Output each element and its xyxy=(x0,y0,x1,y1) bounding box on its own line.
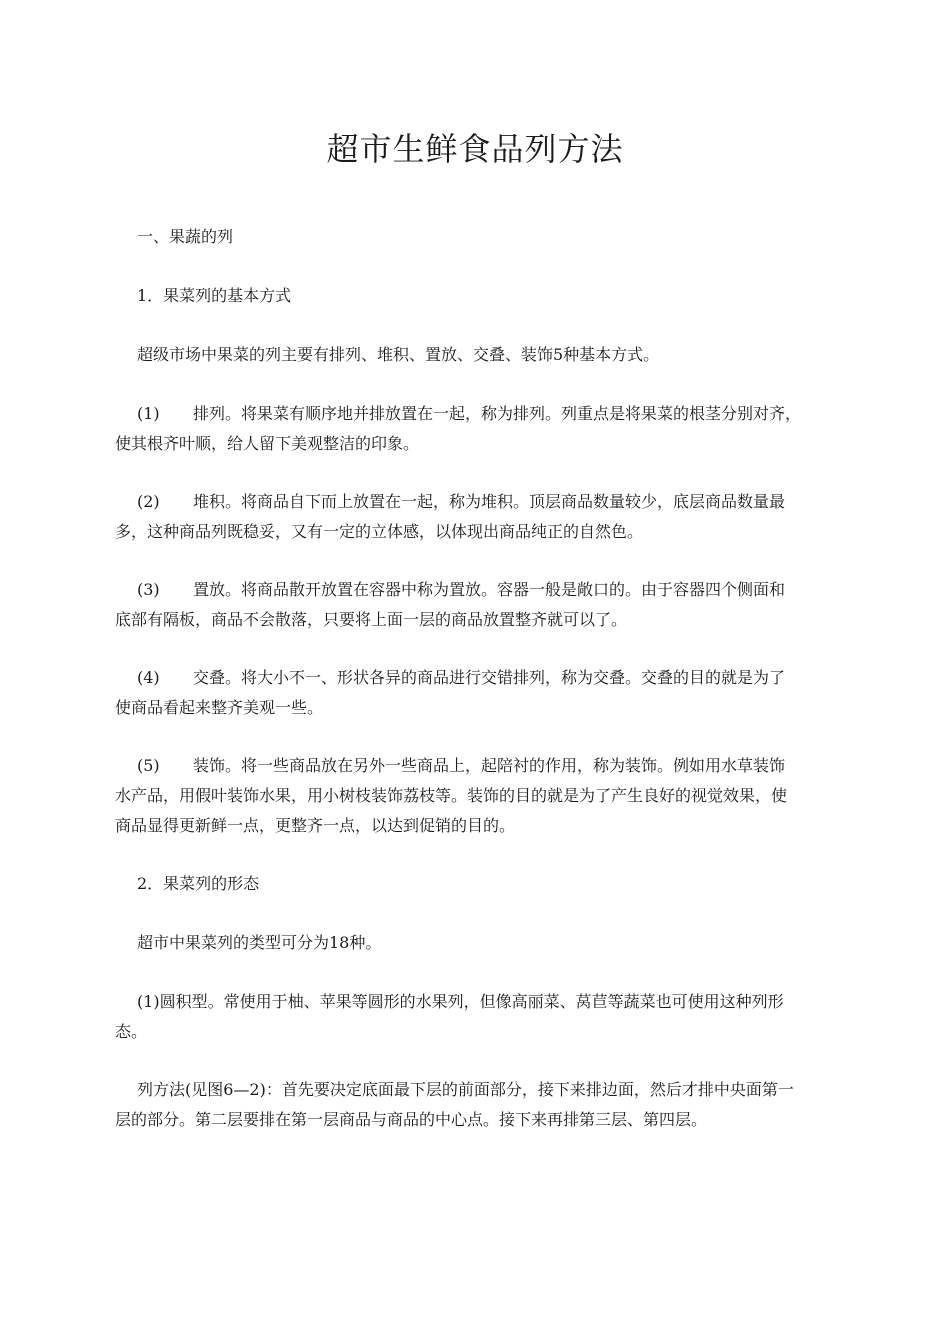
section-heading: 一、果蔬的列 xyxy=(137,227,234,246)
list-item-first-line xyxy=(137,574,862,605)
paragraph: 超市中果菜列的类型可分为18种。 xyxy=(137,933,382,952)
list-item-text: 装饰。将一些商品放在另外一些商品上，起陪衬的作用，称为装饰。例如用水草装饰 xyxy=(193,756,786,775)
paragraph: 超级市场中果菜的列主要有排列、堆积、置放、交叠、装饰5种基本方式。 xyxy=(137,345,660,364)
paragraph-continuation: 层的部分。第二层要排在第一层商品与商品的中心点。接下来再排第三层、第四层。 xyxy=(115,1110,708,1129)
list-item-number: (4) xyxy=(137,668,160,687)
list-item-number: (2) xyxy=(137,492,160,511)
list-item-first-line xyxy=(137,662,862,693)
list-item-continuation: 多，这种商品列既稳妥，又有一定的立体感，以体现出商品纯正的自然色。 xyxy=(115,522,644,541)
list-item-number: (3) xyxy=(137,580,160,599)
list-item-continuation: 商品显得更新鲜一点，更整齐一点，以达到促销的目的。 xyxy=(115,816,516,835)
list-item-first-line xyxy=(137,750,862,781)
paragraph-first-line: (1)圆积型。常使用于柚、苹果等圆形的水果列，但像高丽菜、莴苣等蔬菜也可使用这种列形 xyxy=(137,992,784,1011)
list-item-first-line xyxy=(137,398,862,429)
subsection-heading: 2．果菜列的形态 xyxy=(137,874,260,893)
subsection-heading: 1．果菜列的基本方式 xyxy=(137,286,292,305)
paragraph-first-line: 列方法(见图6—2)：首先要决定底面最下层的前面部分，接下来排边面，然后才排中央面第一 xyxy=(137,1080,794,1099)
list-item-text: 堆积。将商品自下而上放置在一起，称为堆积。顶层商品数量较少，底层商品数量最 xyxy=(193,492,786,511)
list-item-continuation: 使商品看起来整齐美观一些。 xyxy=(115,698,324,717)
document-title: 超市生鲜食品列方法 xyxy=(326,130,624,168)
list-item-continuation: 底部有隔板，商品不会散落，只要将上面一层的商品放置整齐就可以了。 xyxy=(115,610,628,629)
list-item-number: (1) xyxy=(137,404,160,423)
list-item-continuation: 使其根齐叶顺，给人留下美观整洁的印象。 xyxy=(115,434,420,453)
list-item-continuation: 水产品，用假叶装饰水果，用小树枝装饰荔枝等。装饰的目的就是为了产生良好的视觉效果，使 xyxy=(115,786,788,805)
list-item-text: 排列。将果菜有顺序地并排放置在一起，称为排列。列重点是将果菜的根茎分别对齐， xyxy=(193,404,802,423)
list-item-number: (5) xyxy=(137,756,160,775)
list-item-first-line xyxy=(137,486,862,517)
list-item-text: 置放。将商品散开放置在容器中称为置放。容器一般是敞口的。由于容器四个侧面和 xyxy=(193,580,786,599)
list-item-text: 交叠。将大小不一、形状各异的商品进行交错排列，称为交叠。交叠的目的就是为了 xyxy=(193,668,786,687)
paragraph-continuation: 态。 xyxy=(115,1022,148,1041)
